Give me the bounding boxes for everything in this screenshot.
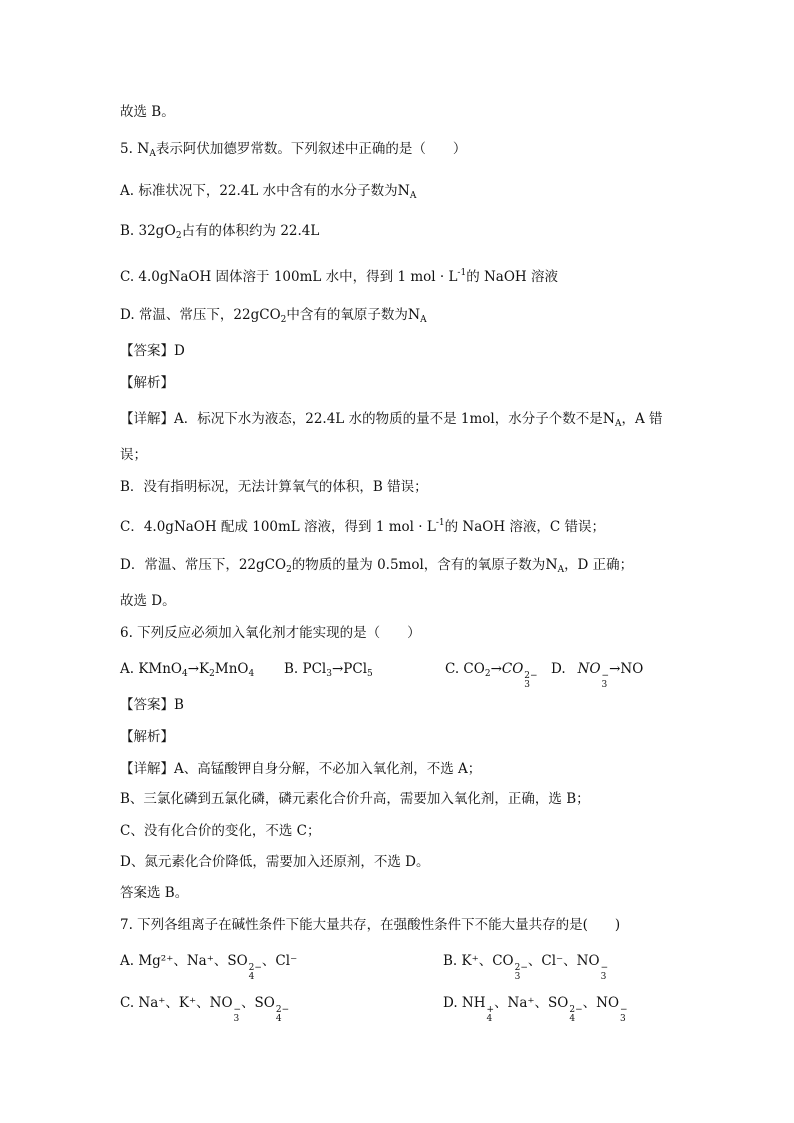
q5-explanation-c: C．4.0gNaOH 配成 100mL 溶液，得到 1 mol · $L^{-1}$的 NaOH 溶液，C 错误； — [120, 518, 605, 535]
q5-answer: 【答案】D — [120, 343, 185, 359]
prev-answer-conclusion: 故选 B。 — [120, 104, 175, 120]
q6-analysis-heading: 【解析】 — [120, 729, 174, 745]
q5-option-b: B. $32gO_2$占有的体积约为 22.4L — [120, 223, 320, 241]
q7-option-a: A. Mg²⁺、Na⁺、SO 2− 4 、Cl⁻ — [120, 953, 298, 982]
q7-option-d: D. NH + 4 、Na⁺、SO 2− 4 、NO − 3 — [443, 995, 628, 1024]
q6-explanation-b: B、三氯化磷到五氯化磷，磷元素化合价升高，需要加入氧化剂，正确，选 B； — [120, 791, 590, 807]
q6-option-d: D. NO − 3 →NO — [551, 661, 644, 690]
q7-option-c: C. Na⁺、K⁺、NO − 3 、SO 2− 4 — [120, 995, 290, 1024]
q5-explanation-b: B．没有指明标况，无法计算氧气的体积，B 错误； — [120, 479, 428, 495]
q6-explanation-a: 【详解】A、高锰酸钾自身分解，不必加入氧化剂，不选 A； — [120, 761, 482, 777]
q5-option-a: A. 标准状况下，22.4L 水中含有的水分子数为$N_A$ — [120, 183, 417, 201]
q5-stem: 5. $N_A$表示阿伏加德罗常数。下列叙述中正确的是（ ） — [120, 141, 467, 159]
q5-analysis-heading: 【解析】 — [120, 375, 174, 391]
q7-stem: 7. 下列各组离子在碱性条件下能大量共存，在强酸性条件下不能大量共存的是( ) — [120, 917, 621, 933]
q5-explanation-a: 【详解】A．标况下水为液态，22.4L 水的物质的量不是 1mol，水分子个数不是$N_A$，A 错 — [120, 411, 663, 429]
q6-stem: 6. 下列反应必须加入氧化剂才能实现的是（ ） — [120, 625, 421, 641]
q6-option-c: C. $CO_2\to CO$ 2− 3 — [445, 661, 538, 690]
q6-option-b: B. PCl$_3$→PCl$_5$ — [284, 661, 373, 679]
q6-conclusion: 答案选 B。 — [120, 885, 189, 901]
q5-explanation-d: D．常温、常压下，22gCO$_2$的物质的量为 0.5mol，含有的氧原子数为$N_A$，D 正确； — [120, 557, 634, 575]
q6-explanation-c: C、没有化合价的变化，不选 C； — [120, 823, 321, 839]
q5-option-d: D. 常温、常压下，22gCO$_2$中含有的氧原子数为$N_A$ — [120, 307, 427, 325]
q6-explanation-d: D、氮元素化合价降低，需要加入还原剂，不选 D。 — [120, 854, 430, 870]
q5-explanation-a-cont: 误； — [120, 447, 147, 463]
q6-answer: 【答案】B — [120, 697, 184, 713]
q7-option-b: B. K⁺、CO 2− 3 、Cl⁻、NO − 3 — [443, 953, 609, 982]
q5-option-c: C. 4.0gNaOH 固体溶于 100mL 水中，得到 1 mol · $L^{-1}$的 NaOH 溶液 — [120, 268, 558, 285]
q6-option-a: A. $KMnO_4\to K_2MnO_4$ — [120, 661, 255, 679]
q5-conclusion: 故选 D。 — [120, 593, 176, 609]
